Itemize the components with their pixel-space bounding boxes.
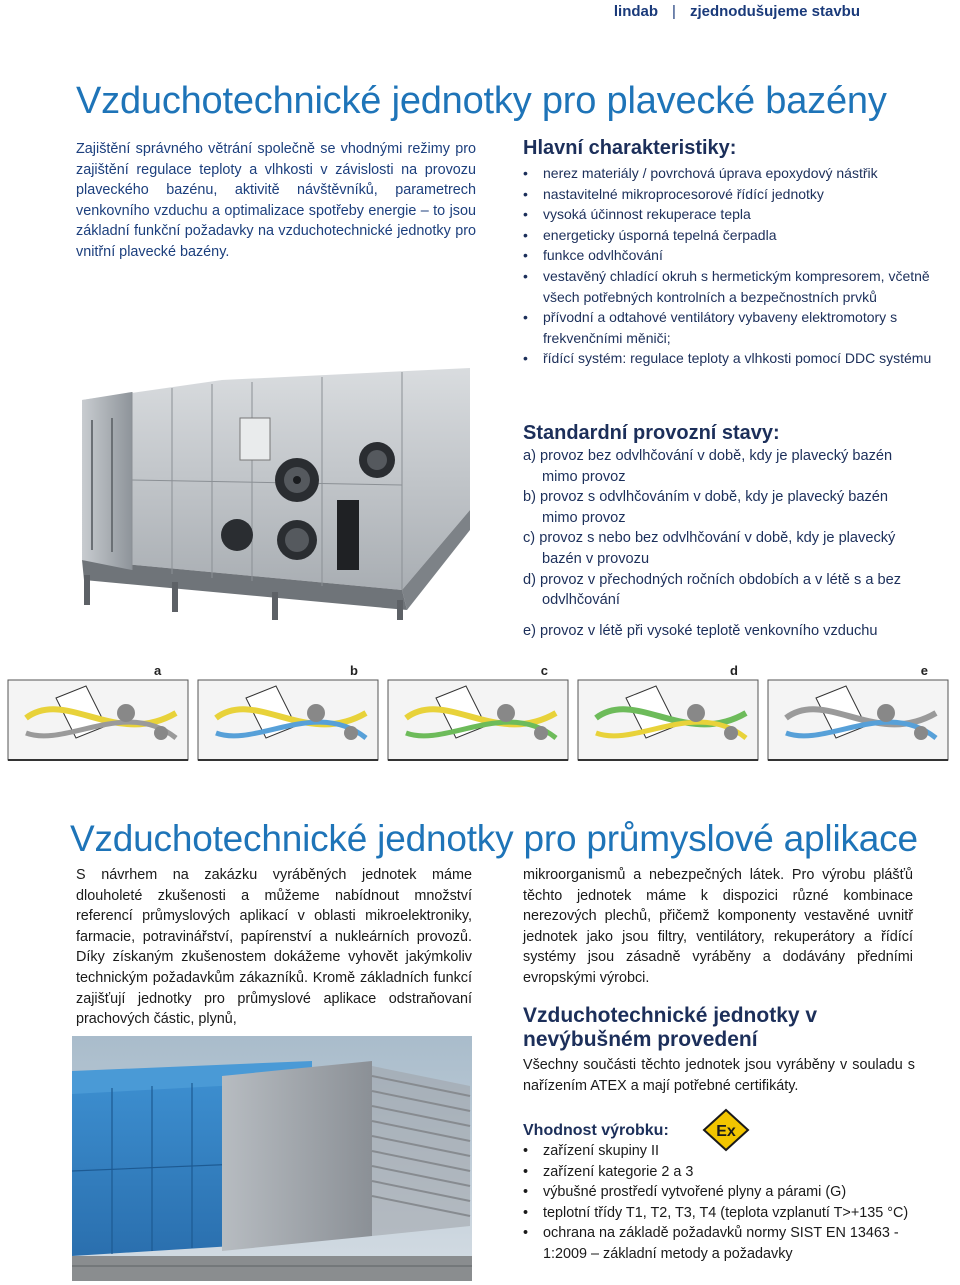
industrial-ahu-photo	[72, 1036, 472, 1281]
list-item: • přívodní a odtahové ventilátory vybaveny elektromotory s frekvenčními měniči;	[523, 307, 957, 348]
characteristics-heading: Hlavní charakteristiky:	[523, 137, 737, 159]
list-item: • nastavitelné mikroprocesorové řídící jednotky	[523, 184, 957, 205]
diagram-b	[196, 658, 380, 770]
diagram-d	[576, 658, 760, 770]
diagram-label: a	[154, 663, 162, 678]
list-item: • energeticky úsporná tepelná čerpadla	[523, 225, 957, 246]
characteristics-list	[523, 163, 957, 369]
list-item: b) provoz s odvlhčováním v době, kdy je plavecký bazén mimo provoz	[523, 489, 889, 526]
pool-ahu-photo	[72, 360, 472, 622]
suitability-heading: Vhodnost výrobku:	[523, 1122, 669, 1139]
ex-logo-text: Ex	[716, 1123, 736, 1140]
list-item: • funkce odvlhčování	[523, 245, 957, 266]
list-item: e) provoz v létě při vysoké teplotě venkovního vzduchu	[523, 622, 878, 639]
suitability-list	[523, 1141, 943, 1265]
brand-slogan: zjednodušujeme stavbu	[689, 2, 860, 20]
list-item: • ochrana na základě požadavků normy SIST EN 13463 - 1:2009 – základní metody a požadavky	[523, 1223, 943, 1264]
brand-name: lindab	[613, 2, 659, 20]
atex-paragraph: Všechny součásti těchto jednotek jsou vyráběny v souladu s nařízením ATEX a mají potřebné certifikáty.	[523, 1057, 915, 1094]
states-list	[523, 446, 923, 641]
list-item: • řídící systém: regulace teploty a vlhkosti pomocí DDC systému	[523, 348, 957, 369]
industrial-paragraph-right: mikroorganismů a nebezpečných látek. Pro výrobu plášťů těchto jednotek máme k dispozici různé kombinace nerezových plechů, přičemž komponenty vestavěné uvnitř jednotek jako jsou filtry, ventilátory, rekuperátory a řídící systémy jsou zásadně vyráběny a dodávány předními evropskými výrobci.	[523, 867, 913, 986]
list-item: a) provoz bez odvlhčování v době, kdy je plavecký bazén mimo provoz	[523, 448, 893, 485]
pool-intro-paragraph: Zajištění správného větrání společně se vhodnými režimy pro zajištění regulace teploty a vlhkosti v závislosti na provozu plaveckého bazénu, aktivitě návštěvníků, parametrech venkovního vzduchu a optimalizace spotřeby energie – to jsou základní funkční požadavky na vzduchotechnické jednotky pro vnitřní plavecké bazény.	[76, 141, 476, 260]
diagram-label: d	[730, 663, 738, 678]
states-heading: Standardní provozní stavy:	[523, 422, 780, 444]
industrial-section-title: Vzduchotechnické jednotky pro průmyslové aplikace	[70, 818, 918, 859]
header-bar	[614, 0, 960, 22]
atex-heading: Vzduchotechnické jednotky v nevýbušném provedení	[523, 1004, 818, 1051]
list-item: c) provoz s nebo bez odvlhčování v době, kdy je plavecký bazén v provozu	[523, 530, 896, 567]
industrial-paragraph-left: S návrhem na zakázku vyráběných jednotek máme dlouholeté zkušenosti a můžeme nabídnout množství referencí průmyslových aplikací v oblasti mikroelektroniky, farmacie, potravinářství, papírenství a nukleárních provozů. Díky získaným zkušenostem dokážeme vyhovět jakýmkoliv technickým požadavkům zákazníků. Kromě základních funkcí zajišťují jednotky pro průmyslové aplikace odstraňovaní prachových částic, plynů,	[76, 867, 472, 1028]
list-item: d) provoz v přechodných ročních obdobích a v létě s a bez odvlhčování	[523, 571, 902, 609]
list-item: • teplotní třídy T1, T2, T3, T4 (teplota vzplanutí T>+135 °C)	[523, 1203, 943, 1224]
pool-section-title: Vzduchotechnické jednotky pro plavecké bazény	[76, 80, 887, 122]
header-separator: |	[672, 2, 676, 20]
diagram-a	[6, 658, 190, 770]
list-item: • výbušné prostředí vytvořené plyny a párami (G)	[523, 1182, 943, 1203]
diagram-c	[386, 658, 570, 770]
diagram-label: b	[350, 663, 358, 678]
diagram-label: c	[540, 663, 548, 678]
list-item: • vestavěný chladící okruh s hermetickým kompresorem, včetně všech potřebných kontrolních a bezpečnostních prvků	[523, 266, 957, 307]
list-item: • zařízení skupiny II	[523, 1141, 943, 1162]
diagram-e	[766, 658, 950, 770]
list-item: • zařízení kategorie 2 a 3	[523, 1162, 943, 1183]
operating-states-diagrams	[6, 658, 954, 770]
list-item: • vysoká účinnost rekuperace tepla	[523, 204, 957, 225]
list-item: • nerez materiály / povrchová úprava epoxydový nástřik	[523, 163, 957, 184]
diagram-label: e	[920, 663, 928, 678]
